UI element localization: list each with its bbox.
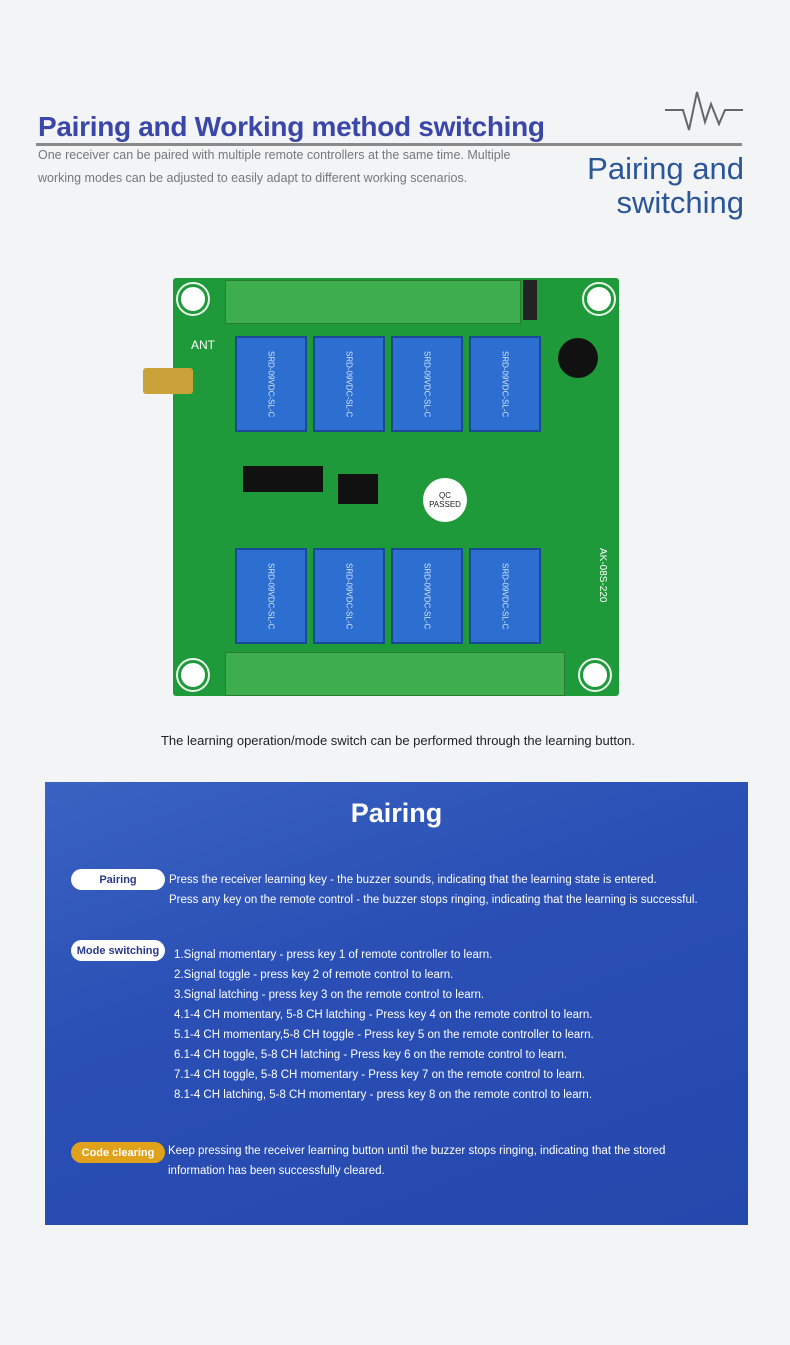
terminal-strip-bottom [225,652,565,696]
mode-switching-badge: Mode switching [71,940,165,961]
learning-button [523,280,537,320]
relay: SRD-09VDC-SL-C [313,336,385,432]
antenna-connector [143,368,193,394]
code-clearing-badge: Code clearing [71,1142,165,1163]
mode-item: 6.1-4 CH toggle, 5-8 CH latching - Press key 6 on the remote control to learn. [174,1049,568,1061]
clearing-line: Keep pressing the receiver learning button until the buzzer stops ringing, indicating that the stored [168,1145,666,1157]
mode-item: 5.1-4 CH momentary,5-8 CH toggle - Press key 5 on the remote controller to learn. [174,1029,594,1041]
pairing-text [169,870,698,910]
mounting-hole [178,284,208,314]
buzzer [558,338,598,378]
mounting-hole [580,660,610,690]
side-title [587,152,744,220]
subtitle-line: working modes can be adjusted to easily adapt to different working scenarios. [38,171,468,185]
mode-item: 4.1-4 CH momentary, 5-8 CH latching - Press key 4 on the remote control to learn. [174,1009,593,1021]
model-label: AK-08S-220 [597,548,608,603]
relay: SRD-09VDC-SL-C [391,336,463,432]
clearing-text [168,1141,665,1181]
pairing-line: Press the receiver learning key - the buzzer sounds, indicating that the learning state is entered. [169,874,657,886]
page-title: Pairing and Working method switching [38,111,545,142]
pulse-icon [665,88,743,134]
chip [243,466,323,492]
mode-item: 3.Signal latching - press key 3 on the remote control to learn. [174,989,485,1001]
pairing-panel [45,782,748,1225]
mode-item: 7.1-4 CH toggle, 5-8 CH momentary - Press key 7 on the remote control to learn. [174,1069,585,1081]
mode-item: 8.1-4 CH latching, 5-8 CH momentary - press key 8 on the remote control to learn. [174,1089,593,1101]
pairing-badge: Pairing [71,869,165,890]
relay: SRD-09VDC-SL-C [235,548,307,644]
relay: SRD-09VDC-SL-C [469,548,541,644]
mode-item: 2.Signal toggle - press key 2 of remote control to learn. [174,969,454,981]
ant-label: ANT [191,338,215,352]
clearing-line: information has been successfully cleared. [168,1165,385,1177]
chip [338,474,378,504]
mode-list [174,945,594,1105]
qc-sticker: QC PASSED [423,478,467,522]
title-divider [36,143,742,146]
relay: SRD-09VDC-SL-C [469,336,541,432]
panel-title: Pairing [350,798,443,828]
side-title-line: switching [616,185,744,220]
relay: SRD-09VDC-SL-C [313,548,385,644]
relay-board-image [173,278,619,696]
caption: The learning operation/mode switch can be performed through the learning button. [160,733,636,748]
mounting-hole [584,284,614,314]
side-title-line: Pairing and [587,151,744,186]
pairing-line: Press any key on the remote control - the buzzer stops ringing, indicating that the learning is successful. [169,894,698,906]
subtitle-line: One receiver can be paired with multiple remote controllers at the same time. Multiple [38,148,511,162]
relay: SRD-09VDC-SL-C [391,548,463,644]
mounting-hole [178,660,208,690]
mode-item: 1.Signal momentary - press key 1 of remote controller to learn. [174,949,493,961]
relay: SRD-09VDC-SL-C [235,336,307,432]
terminal-strip-top [225,280,521,324]
